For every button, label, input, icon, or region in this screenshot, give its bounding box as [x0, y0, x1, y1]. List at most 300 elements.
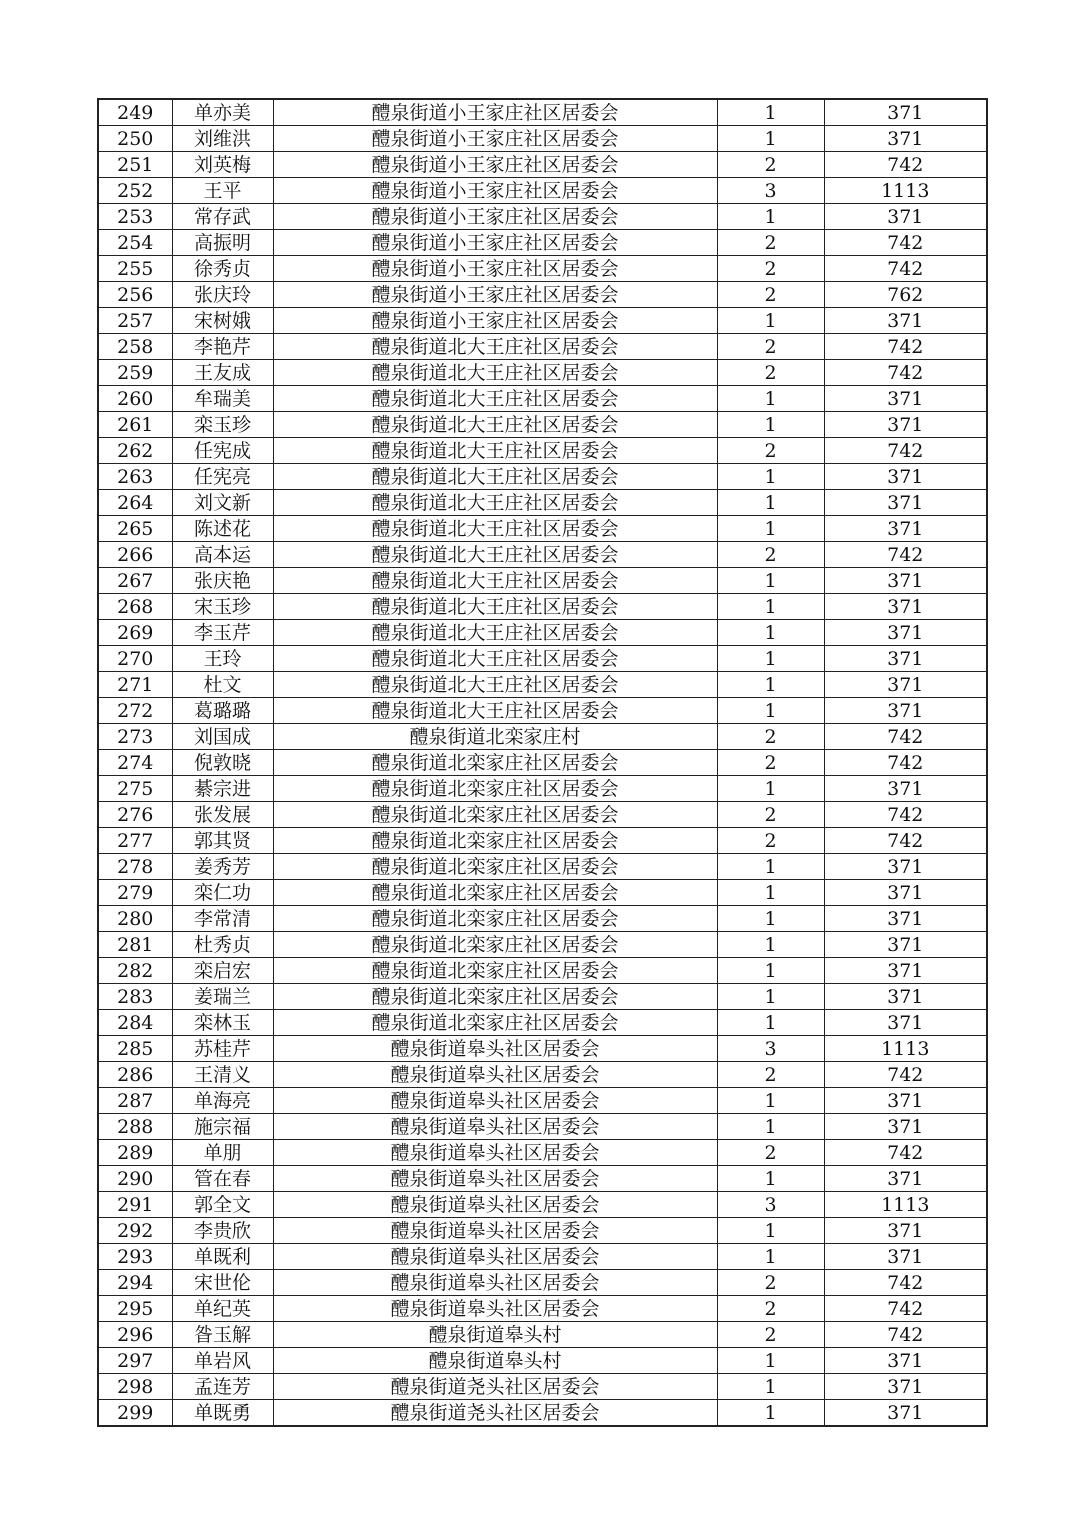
household-size-cell: 2: [717, 230, 824, 256]
table-row: [98, 984, 987, 1010]
amount-cell: 371: [824, 620, 987, 646]
amount-cell: 371: [824, 698, 987, 724]
unit-cell: 醴泉街道北栾家庄社区居委会: [273, 1010, 717, 1036]
name-cell: 单亦美: [172, 99, 273, 126]
row-number-cell: 281: [98, 932, 172, 958]
table-row: [98, 1166, 987, 1192]
amount-cell: 371: [824, 776, 987, 802]
household-size-cell: 1: [717, 1088, 824, 1114]
unit-cell: 醴泉街道北大王庄社区居委会: [273, 464, 717, 490]
table-row: [98, 880, 987, 906]
unit-cell: 醴泉街道北栾家庄社区居委会: [273, 906, 717, 932]
row-number-cell: 292: [98, 1218, 172, 1244]
unit-cell: 醴泉街道尧头社区居委会: [273, 1400, 717, 1427]
name-cell: 刘英梅: [172, 152, 273, 178]
amount-cell: 371: [824, 854, 987, 880]
household-size-cell: 1: [717, 1166, 824, 1192]
name-cell: 李玉芹: [172, 620, 273, 646]
amount-cell: 762: [824, 282, 987, 308]
name-cell: 昝玉解: [172, 1322, 273, 1348]
row-number-cell: 252: [98, 178, 172, 204]
name-cell: 单纪英: [172, 1296, 273, 1322]
amount-cell: 742: [824, 1140, 987, 1166]
table-row: [98, 178, 987, 204]
unit-cell: 醴泉街道小王家庄社区居委会: [273, 308, 717, 334]
table-row: [98, 750, 987, 776]
row-number-cell: 287: [98, 1088, 172, 1114]
table-row: [98, 620, 987, 646]
household-size-cell: 2: [717, 360, 824, 386]
unit-cell: 醴泉街道小王家庄社区居委会: [273, 282, 717, 308]
household-size-cell: 1: [717, 698, 824, 724]
table-row: [98, 1296, 987, 1322]
household-size-cell: 2: [717, 1062, 824, 1088]
unit-cell: 醴泉街道小王家庄社区居委会: [273, 178, 717, 204]
table-row: [98, 1010, 987, 1036]
table-row: [98, 672, 987, 698]
name-cell: 杜文: [172, 672, 273, 698]
amount-cell: 742: [824, 1270, 987, 1296]
name-cell: 刘国成: [172, 724, 273, 750]
amount-cell: 742: [824, 360, 987, 386]
household-size-cell: 1: [717, 620, 824, 646]
amount-cell: 1113: [824, 1192, 987, 1218]
unit-cell: 醴泉街道皋头社区居委会: [273, 1218, 717, 1244]
table-row: [98, 438, 987, 464]
name-cell: 栾启宏: [172, 958, 273, 984]
unit-cell: 醴泉街道北栾家庄社区居委会: [273, 854, 717, 880]
unit-cell: 醴泉街道皋头社区居委会: [273, 1062, 717, 1088]
unit-cell: 醴泉街道北栾家庄社区居委会: [273, 750, 717, 776]
beneficiary-table: [97, 98, 988, 1427]
row-number-cell: 264: [98, 490, 172, 516]
row-number-cell: 272: [98, 698, 172, 724]
row-number-cell: 267: [98, 568, 172, 594]
amount-cell: 371: [824, 646, 987, 672]
table-row: [98, 1244, 987, 1270]
unit-cell: 醴泉街道皋头社区居委会: [273, 1166, 717, 1192]
row-number-cell: 289: [98, 1140, 172, 1166]
unit-cell: 醴泉街道北栾家庄社区居委会: [273, 958, 717, 984]
table-row: [98, 646, 987, 672]
unit-cell: 醴泉街道北大王庄社区居委会: [273, 438, 717, 464]
name-cell: 孟连芳: [172, 1374, 273, 1400]
name-cell: 栾仁功: [172, 880, 273, 906]
household-size-cell: 1: [717, 932, 824, 958]
amount-cell: 371: [824, 932, 987, 958]
amount-cell: 742: [824, 1062, 987, 1088]
table-row: [98, 204, 987, 230]
household-size-cell: 1: [717, 1114, 824, 1140]
row-number-cell: 296: [98, 1322, 172, 1348]
name-cell: 刘维洪: [172, 126, 273, 152]
unit-cell: 醴泉街道北大王庄社区居委会: [273, 594, 717, 620]
table-row: [98, 854, 987, 880]
name-cell: 宋玉珍: [172, 594, 273, 620]
table-row: [98, 1140, 987, 1166]
household-size-cell: 1: [717, 672, 824, 698]
row-number-cell: 278: [98, 854, 172, 880]
table-row: [98, 1348, 987, 1374]
row-number-cell: 260: [98, 386, 172, 412]
household-size-cell: 1: [717, 1374, 824, 1400]
unit-cell: 醴泉街道小王家庄社区居委会: [273, 99, 717, 126]
household-size-cell: 2: [717, 1322, 824, 1348]
row-number-cell: 297: [98, 1348, 172, 1374]
amount-cell: 371: [824, 1244, 987, 1270]
amount-cell: 371: [824, 594, 987, 620]
household-size-cell: 1: [717, 412, 824, 438]
table-row: [98, 802, 987, 828]
unit-cell: 醴泉街道北大王庄社区居委会: [273, 490, 717, 516]
unit-cell: 醴泉街道皋头社区居委会: [273, 1114, 717, 1140]
amount-cell: 371: [824, 204, 987, 230]
name-cell: 栾玉珍: [172, 412, 273, 438]
name-cell: 单海亮: [172, 1088, 273, 1114]
row-number-cell: 258: [98, 334, 172, 360]
table-row: [98, 958, 987, 984]
household-size-cell: 1: [717, 1218, 824, 1244]
row-number-cell: 276: [98, 802, 172, 828]
household-size-cell: 1: [717, 568, 824, 594]
name-cell: 李贵欣: [172, 1218, 273, 1244]
amount-cell: 371: [824, 880, 987, 906]
name-cell: 高振明: [172, 230, 273, 256]
name-cell: 栾林玉: [172, 1010, 273, 1036]
name-cell: 施宗福: [172, 1114, 273, 1140]
amount-cell: 742: [824, 724, 987, 750]
household-size-cell: 3: [717, 1192, 824, 1218]
amount-cell: 371: [824, 1010, 987, 1036]
unit-cell: 醴泉街道北大王庄社区居委会: [273, 620, 717, 646]
amount-cell: 1113: [824, 1036, 987, 1062]
household-size-cell: 1: [717, 984, 824, 1010]
unit-cell: 醴泉街道北栾家庄社区居委会: [273, 932, 717, 958]
name-cell: 李艳芹: [172, 334, 273, 360]
unit-cell: 醴泉街道小王家庄社区居委会: [273, 152, 717, 178]
name-cell: 牟瑞美: [172, 386, 273, 412]
amount-cell: 371: [824, 1374, 987, 1400]
row-number-cell: 299: [98, 1400, 172, 1427]
amount-cell: 742: [824, 542, 987, 568]
household-size-cell: 3: [717, 1036, 824, 1062]
name-cell: 王友成: [172, 360, 273, 386]
amount-cell: 1113: [824, 178, 987, 204]
row-number-cell: 255: [98, 256, 172, 282]
unit-cell: 醴泉街道北大王庄社区居委会: [273, 386, 717, 412]
amount-cell: 371: [824, 1218, 987, 1244]
household-size-cell: 1: [717, 958, 824, 984]
unit-cell: 醴泉街道皋头社区居委会: [273, 1192, 717, 1218]
name-cell: 王玲: [172, 646, 273, 672]
household-size-cell: 2: [717, 802, 824, 828]
row-number-cell: 286: [98, 1062, 172, 1088]
table-row: [98, 1036, 987, 1062]
amount-cell: 371: [824, 126, 987, 152]
table-row: [98, 906, 987, 932]
name-cell: 宋树娥: [172, 308, 273, 334]
table-row: [98, 282, 987, 308]
name-cell: 葛璐璐: [172, 698, 273, 724]
name-cell: 单既勇: [172, 1400, 273, 1427]
household-size-cell: 1: [717, 1010, 824, 1036]
amount-cell: 371: [824, 1088, 987, 1114]
name-cell: 徐秀贞: [172, 256, 273, 282]
amount-cell: 742: [824, 750, 987, 776]
table-body: [98, 99, 987, 1426]
name-cell: 王清义: [172, 1062, 273, 1088]
unit-cell: 醴泉街道皋头村: [273, 1348, 717, 1374]
amount-cell: 371: [824, 1166, 987, 1192]
household-size-cell: 2: [717, 542, 824, 568]
row-number-cell: 254: [98, 230, 172, 256]
name-cell: 张庆艳: [172, 568, 273, 594]
unit-cell: 醴泉街道皋头社区居委会: [273, 1270, 717, 1296]
name-cell: 刘文新: [172, 490, 273, 516]
table-row: [98, 932, 987, 958]
unit-cell: 醴泉街道小王家庄社区居委会: [273, 126, 717, 152]
name-cell: 苏桂芹: [172, 1036, 273, 1062]
row-number-cell: 259: [98, 360, 172, 386]
row-number-cell: 263: [98, 464, 172, 490]
unit-cell: 醴泉街道北大王庄社区居委会: [273, 542, 717, 568]
amount-cell: 371: [824, 1114, 987, 1140]
table-row: [98, 1114, 987, 1140]
row-number-cell: 251: [98, 152, 172, 178]
name-cell: 高本运: [172, 542, 273, 568]
row-number-cell: 288: [98, 1114, 172, 1140]
row-number-cell: 273: [98, 724, 172, 750]
household-size-cell: 1: [717, 1348, 824, 1374]
row-number-cell: 265: [98, 516, 172, 542]
household-size-cell: 1: [717, 1244, 824, 1270]
name-cell: 郭其贤: [172, 828, 273, 854]
amount-cell: 371: [824, 516, 987, 542]
unit-cell: 醴泉街道北大王庄社区居委会: [273, 334, 717, 360]
household-size-cell: 1: [717, 854, 824, 880]
amount-cell: 371: [824, 958, 987, 984]
row-number-cell: 291: [98, 1192, 172, 1218]
amount-cell: 371: [824, 568, 987, 594]
table-row: [98, 724, 987, 750]
unit-cell: 醴泉街道皋头村: [273, 1322, 717, 1348]
unit-cell: 醴泉街道小王家庄社区居委会: [273, 230, 717, 256]
name-cell: 姜瑞兰: [172, 984, 273, 1010]
table-row: [98, 1270, 987, 1296]
unit-cell: 醴泉街道北大王庄社区居委会: [273, 412, 717, 438]
name-cell: 綦宗进: [172, 776, 273, 802]
row-number-cell: 275: [98, 776, 172, 802]
amount-cell: 742: [824, 334, 987, 360]
row-number-cell: 293: [98, 1244, 172, 1270]
row-number-cell: 249: [98, 99, 172, 126]
name-cell: 任宪成: [172, 438, 273, 464]
row-number-cell: 290: [98, 1166, 172, 1192]
table-row: [98, 230, 987, 256]
amount-cell: 742: [824, 438, 987, 464]
unit-cell: 醴泉街道小王家庄社区居委会: [273, 256, 717, 282]
amount-cell: 371: [824, 308, 987, 334]
row-number-cell: 250: [98, 126, 172, 152]
table-row: [98, 386, 987, 412]
household-size-cell: 2: [717, 724, 824, 750]
row-number-cell: 277: [98, 828, 172, 854]
name-cell: 张庆玲: [172, 282, 273, 308]
table-row: [98, 1374, 987, 1400]
unit-cell: 醴泉街道尧头社区居委会: [273, 1374, 717, 1400]
name-cell: 任宪亮: [172, 464, 273, 490]
row-number-cell: 253: [98, 204, 172, 230]
name-cell: 王平: [172, 178, 273, 204]
table-row: [98, 516, 987, 542]
name-cell: 郭全文: [172, 1192, 273, 1218]
row-number-cell: 268: [98, 594, 172, 620]
name-cell: 倪敦晓: [172, 750, 273, 776]
unit-cell: 醴泉街道北栾家庄社区居委会: [273, 880, 717, 906]
unit-cell: 醴泉街道北大王庄社区居委会: [273, 646, 717, 672]
name-cell: 张发展: [172, 802, 273, 828]
table-row: [98, 308, 987, 334]
amount-cell: 742: [824, 230, 987, 256]
amount-cell: 371: [824, 99, 987, 126]
row-number-cell: 284: [98, 1010, 172, 1036]
household-size-cell: 2: [717, 438, 824, 464]
unit-cell: 醴泉街道皋头社区居委会: [273, 1036, 717, 1062]
household-size-cell: 2: [717, 1140, 824, 1166]
amount-cell: 371: [824, 906, 987, 932]
table-row: [98, 1192, 987, 1218]
household-size-cell: 1: [717, 126, 824, 152]
household-size-cell: 1: [717, 99, 824, 126]
amount-cell: 371: [824, 464, 987, 490]
row-number-cell: 271: [98, 672, 172, 698]
household-size-cell: 2: [717, 1296, 824, 1322]
table-row: [98, 594, 987, 620]
unit-cell: 醴泉街道北大王庄社区居委会: [273, 516, 717, 542]
unit-cell: 醴泉街道北大王庄社区居委会: [273, 672, 717, 698]
row-number-cell: 279: [98, 880, 172, 906]
row-number-cell: 269: [98, 620, 172, 646]
unit-cell: 醴泉街道北大王庄社区居委会: [273, 698, 717, 724]
row-number-cell: 270: [98, 646, 172, 672]
row-number-cell: 283: [98, 984, 172, 1010]
row-number-cell: 282: [98, 958, 172, 984]
household-size-cell: 1: [717, 490, 824, 516]
unit-cell: 醴泉街道小王家庄社区居委会: [273, 204, 717, 230]
amount-cell: 371: [824, 412, 987, 438]
household-size-cell: 1: [717, 516, 824, 542]
table-row: [98, 490, 987, 516]
name-cell: 单朋: [172, 1140, 273, 1166]
household-size-cell: 1: [717, 906, 824, 932]
row-number-cell: 280: [98, 906, 172, 932]
table-row: [98, 568, 987, 594]
amount-cell: 742: [824, 1296, 987, 1322]
household-size-cell: 1: [717, 880, 824, 906]
table-row: [98, 1400, 987, 1427]
amount-cell: 371: [824, 672, 987, 698]
name-cell: 李常清: [172, 906, 273, 932]
name-cell: 单岩风: [172, 1348, 273, 1374]
unit-cell: 醴泉街道北大王庄社区居委会: [273, 360, 717, 386]
row-number-cell: 261: [98, 412, 172, 438]
name-cell: 常存武: [172, 204, 273, 230]
table-row: [98, 1218, 987, 1244]
household-size-cell: 1: [717, 204, 824, 230]
name-cell: 单既利: [172, 1244, 273, 1270]
row-number-cell: 295: [98, 1296, 172, 1322]
unit-cell: 醴泉街道北栾家庄社区居委会: [273, 802, 717, 828]
household-size-cell: 1: [717, 464, 824, 490]
household-size-cell: 2: [717, 282, 824, 308]
amount-cell: 371: [824, 1400, 987, 1427]
household-size-cell: 2: [717, 750, 824, 776]
table-row: [98, 464, 987, 490]
household-size-cell: 1: [717, 1400, 824, 1427]
unit-cell: 醴泉街道北栾家庄社区居委会: [273, 984, 717, 1010]
unit-cell: 醴泉街道皋头社区居委会: [273, 1296, 717, 1322]
unit-cell: 醴泉街道皋头社区居委会: [273, 1244, 717, 1270]
name-cell: 管在春: [172, 1166, 273, 1192]
unit-cell: 醴泉街道北栾家庄村: [273, 724, 717, 750]
household-size-cell: 2: [717, 334, 824, 360]
amount-cell: 742: [824, 802, 987, 828]
table-row: [98, 256, 987, 282]
name-cell: 陈述花: [172, 516, 273, 542]
table-row: [98, 1322, 987, 1348]
row-number-cell: 285: [98, 1036, 172, 1062]
household-size-cell: 2: [717, 828, 824, 854]
amount-cell: 371: [824, 386, 987, 412]
row-number-cell: 294: [98, 1270, 172, 1296]
unit-cell: 醴泉街道北栾家庄社区居委会: [273, 776, 717, 802]
amount-cell: 371: [824, 1348, 987, 1374]
unit-cell: 醴泉街道皋头社区居委会: [273, 1140, 717, 1166]
unit-cell: 醴泉街道北大王庄社区居委会: [273, 568, 717, 594]
amount-cell: 371: [824, 490, 987, 516]
household-size-cell: 1: [717, 776, 824, 802]
row-number-cell: 298: [98, 1374, 172, 1400]
row-number-cell: 266: [98, 542, 172, 568]
name-cell: 姜秀芳: [172, 854, 273, 880]
unit-cell: 醴泉街道皋头社区居委会: [273, 1088, 717, 1114]
table-row: [98, 828, 987, 854]
table-row: [98, 776, 987, 802]
household-size-cell: 1: [717, 646, 824, 672]
amount-cell: 742: [824, 152, 987, 178]
household-size-cell: 2: [717, 1270, 824, 1296]
table-row: [98, 334, 987, 360]
table-row: [98, 1088, 987, 1114]
name-cell: 宋世伦: [172, 1270, 273, 1296]
household-size-cell: 3: [717, 178, 824, 204]
table-row: [98, 412, 987, 438]
table-row: [98, 1062, 987, 1088]
table-row: [98, 126, 987, 152]
unit-cell: 醴泉街道北栾家庄社区居委会: [273, 828, 717, 854]
table-row: [98, 542, 987, 568]
household-size-cell: 2: [717, 256, 824, 282]
household-size-cell: 1: [717, 308, 824, 334]
household-size-cell: 1: [717, 594, 824, 620]
row-number-cell: 262: [98, 438, 172, 464]
table-row: [98, 152, 987, 178]
name-cell: 杜秀贞: [172, 932, 273, 958]
table-row: [98, 360, 987, 386]
amount-cell: 371: [824, 984, 987, 1010]
amount-cell: 742: [824, 1322, 987, 1348]
amount-cell: 742: [824, 828, 987, 854]
